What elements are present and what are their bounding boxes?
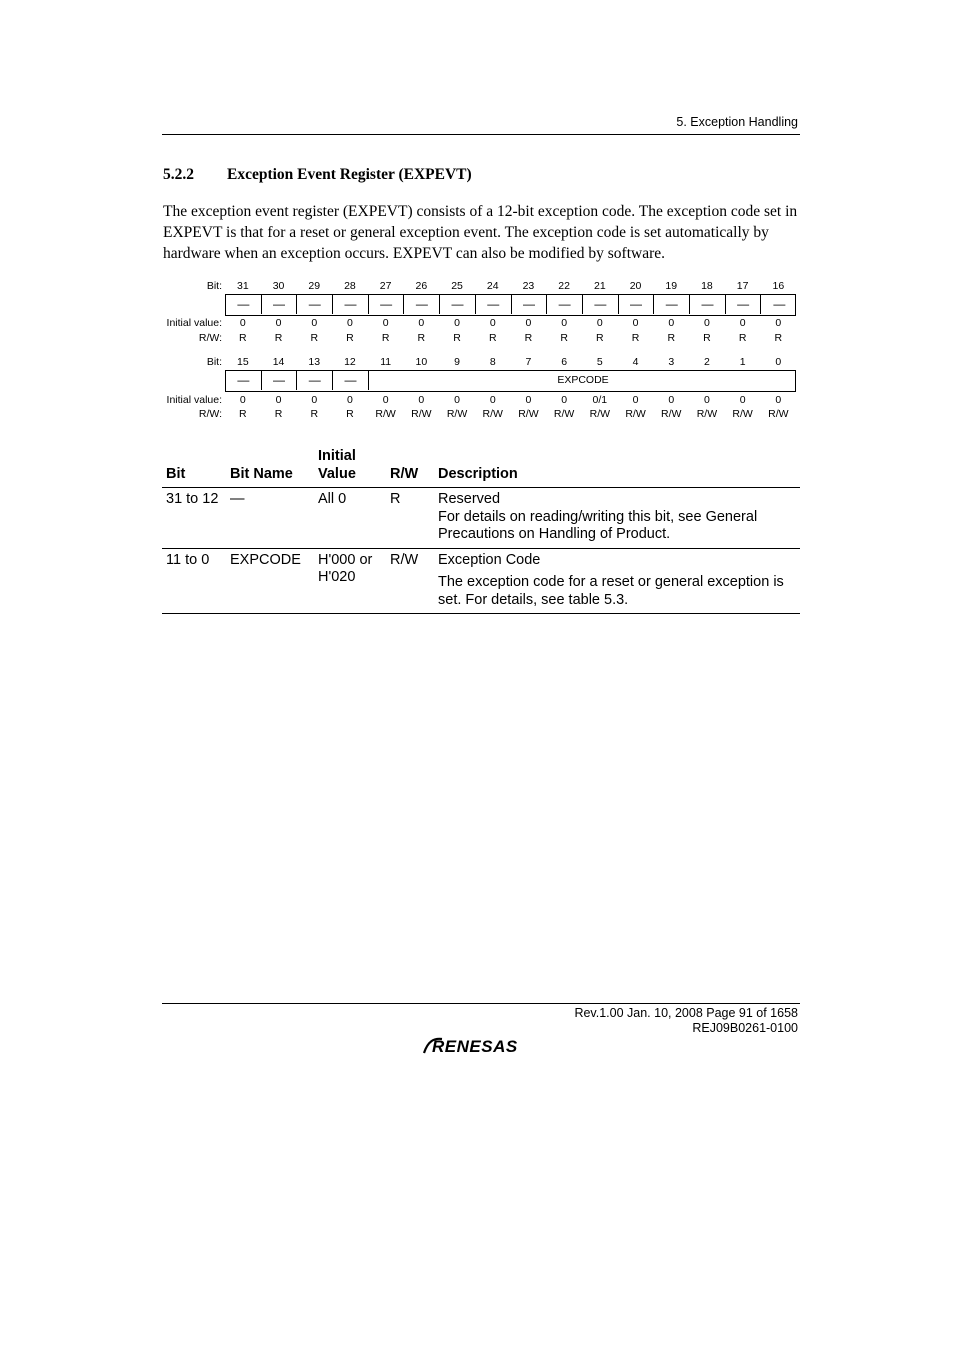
initial-value: 0 xyxy=(668,394,675,406)
table-row xyxy=(162,548,800,614)
initial-value: 0 xyxy=(525,317,532,329)
rw-value: R xyxy=(596,332,604,344)
bit-number: 4 xyxy=(632,356,639,368)
register-field: — xyxy=(369,295,405,314)
initial-value: 0 xyxy=(739,317,746,329)
header-initial-line1: Initial xyxy=(318,448,356,464)
bit-number: 1 xyxy=(739,356,746,368)
rw-value: R xyxy=(346,408,354,420)
initial-value: 0 xyxy=(489,317,496,329)
register-field: — xyxy=(476,295,512,314)
initial-value: 0 xyxy=(347,317,353,329)
cell-rw: R/W xyxy=(390,551,419,568)
initial-value: 0 xyxy=(454,394,460,406)
rw-value: R xyxy=(488,332,497,344)
bit-number: 10 xyxy=(415,356,428,368)
bit-number: 9 xyxy=(454,356,460,368)
rw-value: R xyxy=(774,332,783,344)
initial-value: 0 xyxy=(239,317,246,329)
register-diagram xyxy=(162,280,802,430)
initial-value: 0 xyxy=(632,317,639,329)
cell-bit: 31 to 12 xyxy=(166,491,219,507)
initial-value: 0/1 xyxy=(592,394,608,406)
register-field: — xyxy=(333,371,369,390)
header-rule xyxy=(162,134,800,135)
header-initial-line2: Value xyxy=(318,466,356,482)
bit-number: 21 xyxy=(594,280,606,292)
initial-value: 0 xyxy=(454,317,460,329)
initial-value: 0 xyxy=(382,317,389,329)
bit-label: Bit: xyxy=(206,356,222,368)
rw-value: R/W xyxy=(768,408,789,420)
bit-number: 15 xyxy=(237,356,249,368)
rw-value: R/W xyxy=(446,408,468,420)
rw-value: R xyxy=(738,332,747,344)
footer-revision: Rev.1.00 Jan. 10, 2008 Page 91 of 1658 xyxy=(574,1006,798,1020)
rw-value: R/W xyxy=(411,408,432,420)
initial-value: 0 xyxy=(561,394,568,406)
initial-value: 0 xyxy=(239,394,246,406)
rw-value: R xyxy=(631,332,640,344)
initial-value: 0 xyxy=(632,394,639,406)
rw-label: R/W: xyxy=(198,408,222,420)
section-paragraph: The exception event register (EXPEVT) consists of a 12-bit exception code. The exception code set in EXPEVT is that for a reset or general exception event. The exception code is set automatically by hardware when an exception occurs. EXPEVT can also be modified by software. xyxy=(163,203,798,262)
header-bit: Bit xyxy=(166,466,186,482)
register-field: — xyxy=(690,295,726,314)
bit-number: 6 xyxy=(561,356,568,368)
register-field: — xyxy=(226,295,262,314)
cell-description xyxy=(434,488,800,549)
initial-value: 0 xyxy=(739,394,746,406)
initial-value: 0 xyxy=(418,317,425,329)
register-field: — xyxy=(333,295,369,314)
register-field: — xyxy=(726,295,762,314)
initial-value: 0 xyxy=(596,317,603,329)
running-header: 5. Exception Handling xyxy=(676,115,798,129)
cell-initial: All 0 xyxy=(318,491,347,507)
bit-number: 16 xyxy=(772,280,785,292)
rw-value: R/W xyxy=(589,408,611,420)
bit-number: 17 xyxy=(736,280,749,292)
table-row xyxy=(162,488,800,549)
renesas-logo-mark xyxy=(422,1035,542,1055)
upper-register-box xyxy=(225,294,796,316)
initial-value: 0 xyxy=(704,317,710,329)
register-field: — xyxy=(512,295,548,314)
register-field: — xyxy=(297,295,333,314)
cell-description xyxy=(434,548,800,614)
rw-value: R/W xyxy=(553,408,575,420)
bit-number: 11 xyxy=(380,356,392,368)
desc-body: The exception code for a reset or general exception is set. For details, see table 5.3. xyxy=(438,574,784,608)
initial-value: 0 xyxy=(418,394,425,406)
renesas-logo xyxy=(422,1035,542,1060)
rw-value: R xyxy=(274,332,283,344)
footer-doc-number: REJ09B0261-0100 xyxy=(692,1021,798,1035)
rw-value: R/W xyxy=(625,408,646,420)
register-field: — xyxy=(547,295,583,314)
bit-number: 18 xyxy=(701,280,713,292)
bit-number: 19 xyxy=(665,280,678,292)
rw-value: R xyxy=(560,332,568,344)
rw-value: R/W xyxy=(661,408,682,420)
rw-value: R xyxy=(381,332,390,344)
rw-value: R xyxy=(346,332,354,344)
initial-label: Initial value: xyxy=(166,394,222,406)
bit-description-table xyxy=(162,443,800,614)
register-field: — xyxy=(440,295,476,314)
bit-number: 7 xyxy=(525,356,532,368)
rw-value: R xyxy=(239,332,247,344)
bit-number: 5 xyxy=(596,356,603,368)
bit-number: 2 xyxy=(704,356,710,368)
register-field: — xyxy=(262,295,298,314)
bit-number: 12 xyxy=(344,356,356,368)
bit-number: 27 xyxy=(379,280,392,292)
header-initial-value xyxy=(314,443,386,488)
initial-value: 0 xyxy=(275,394,282,406)
register-field: — xyxy=(262,371,298,390)
bit-number: 0 xyxy=(775,356,782,368)
footer-rule xyxy=(162,1003,800,1004)
desc-body: For details on reading/writing this bit, see General Precautions on Handling of Product. xyxy=(438,508,758,542)
initial-value: 0 xyxy=(489,394,496,406)
initial-value: 0 xyxy=(382,394,389,406)
cell-bit-name: — xyxy=(230,491,245,507)
footer-info xyxy=(574,1006,798,1036)
bit-number: 30 xyxy=(272,280,285,292)
bit-number: 28 xyxy=(344,280,356,292)
rw-value: R/W xyxy=(696,408,718,420)
initial-value: 0 xyxy=(311,317,318,329)
cell-rw: R xyxy=(390,491,401,507)
initial-value: 0 xyxy=(704,394,710,406)
rw-value: R/W xyxy=(518,408,539,420)
bit-label: Bit: xyxy=(206,280,222,292)
logo-text: RENESAS xyxy=(432,1037,518,1055)
initial-value: 0 xyxy=(311,394,318,406)
register-field: — xyxy=(654,295,690,314)
register-field: — xyxy=(405,295,441,314)
register-field: — xyxy=(583,295,619,314)
bit-number: 31 xyxy=(237,280,249,292)
rw-label: R/W: xyxy=(198,332,222,344)
rw-value: R xyxy=(417,332,426,344)
desc-title: Reserved xyxy=(438,491,501,507)
section-number: 5.2.2 xyxy=(163,166,194,183)
bit-number: 29 xyxy=(308,280,321,292)
section-title: Exception Event Register (EXPEVT) xyxy=(227,166,472,183)
register-field: — xyxy=(226,371,262,390)
rw-value: R xyxy=(453,332,461,344)
register-field: — xyxy=(773,297,786,311)
bit-number: 13 xyxy=(308,356,321,368)
initial-value: 0 xyxy=(668,317,675,329)
initial-value: 0 xyxy=(775,317,782,329)
bit-number: 8 xyxy=(489,356,496,368)
desc-title: Exception Code xyxy=(438,551,541,568)
rw-value: R xyxy=(524,332,533,344)
rw-value: R/W xyxy=(375,408,396,420)
table-header-row xyxy=(162,443,800,488)
lower-register-box xyxy=(225,370,796,392)
initial-label: Initial value: xyxy=(166,317,222,329)
rw-value: R/W xyxy=(482,408,503,420)
rw-value: R xyxy=(667,332,676,344)
register-field: — xyxy=(619,295,655,314)
header-description: Description xyxy=(438,466,518,482)
initial-value: 0 xyxy=(561,317,568,329)
rw-value: R xyxy=(310,408,319,420)
expcode-field: EXPCODE xyxy=(557,374,609,386)
initial-value: 0 xyxy=(525,394,532,406)
bit-number: 24 xyxy=(486,280,499,292)
rw-value: R xyxy=(239,408,247,420)
initial-value: 0 xyxy=(347,394,353,406)
rw-value: R xyxy=(310,332,319,344)
bit-number: 25 xyxy=(451,280,463,292)
bit-number: 23 xyxy=(522,280,535,292)
cell-initial: H'000 or H'020 xyxy=(318,551,373,585)
initial-value: 0 xyxy=(275,317,282,329)
register-field: — xyxy=(297,371,333,390)
bit-number: 3 xyxy=(668,356,675,368)
rw-value: R/W xyxy=(732,408,753,420)
header-rw: R/W xyxy=(390,466,419,482)
bit-number: 14 xyxy=(272,356,285,368)
header-bit-name: Bit Name xyxy=(230,466,293,482)
bit-number: 22 xyxy=(558,280,570,292)
initial-value: 0 xyxy=(775,394,782,406)
section-heading xyxy=(163,166,472,184)
bit-number: 26 xyxy=(415,280,428,292)
rw-value: R xyxy=(274,408,283,420)
cell-bit-name: EXPCODE xyxy=(230,551,301,568)
cell-bit: 11 to 0 xyxy=(166,551,210,568)
bit-number: 20 xyxy=(629,280,642,292)
rw-value: R xyxy=(703,332,711,344)
